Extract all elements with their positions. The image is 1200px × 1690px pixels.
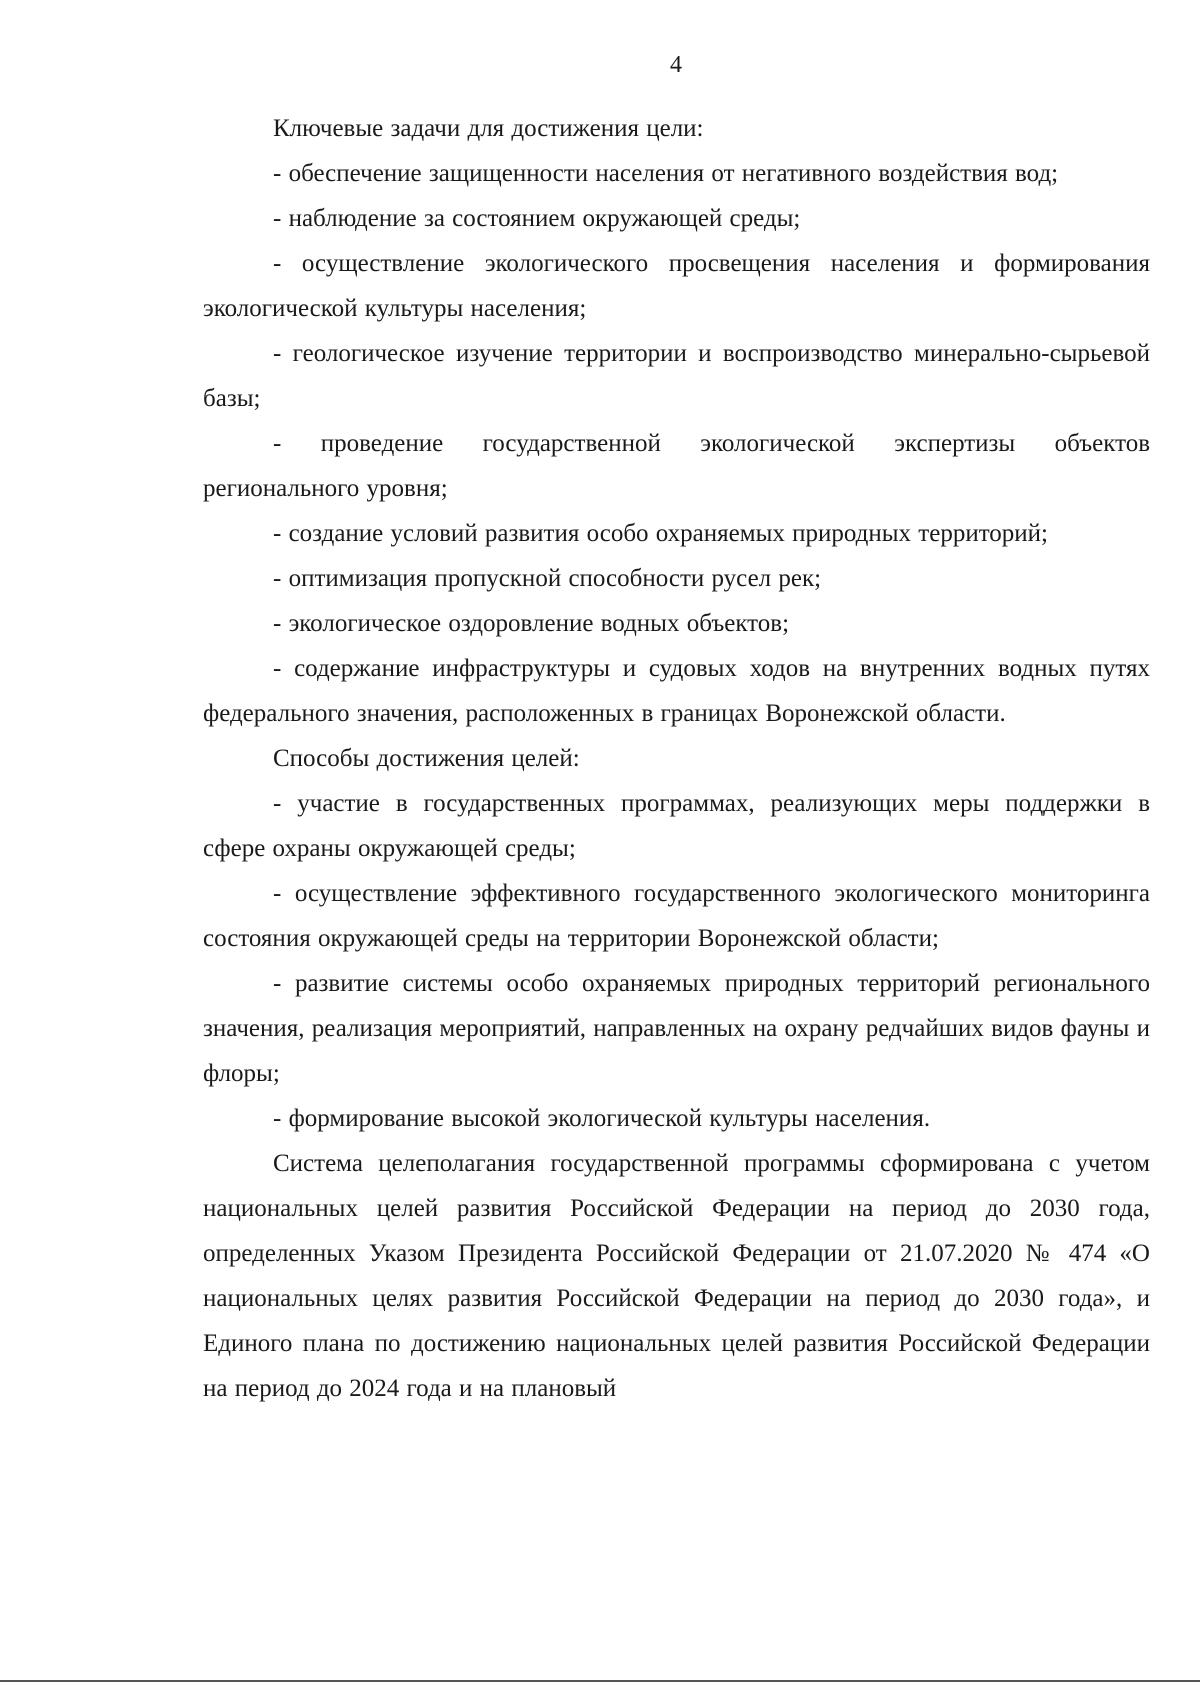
paragraph-task-geology: - геологическое изучение территории и воспроизводство минерально-сырьевой базы; <box>203 340 1150 412</box>
paragraph-task-expertise: - проведение государственной экологической экспертизы объектов регионального уровня; <box>203 430 1150 502</box>
paragraph-goal-setting-system: Система целеполагания государственной программы сформирована с учетом национальных целей развития Российской Федерации на период до 2030 года, определенных Указом Президента Российской Федерации от 21.07.2020 № 474 «О национальных целях развития Российской Федерации на период до 2030 года», и Единого плана по достижению национальных целей развития Российской Федерации на период до 2024 года и на плановый <box>203 1150 1150 1402</box>
page-number: 4 <box>670 52 682 78</box>
paragraph-task-protected-areas: - создание условий развития особо охраняемых природных территорий; <box>273 520 1048 547</box>
paragraph-task-monitoring: - наблюдение за состоянием окружающей среды; <box>273 205 801 232</box>
paragraph-methods-heading: Способы достижения целей: <box>273 745 580 772</box>
page-bottom-rule <box>0 1680 1200 1682</box>
paragraph-task-water-bodies: - экологическое оздоровление водных объектов; <box>273 610 790 637</box>
paragraph-task-water-protection: - обеспечение защищенности населения от негативного воздействия вод; <box>273 160 1059 187</box>
paragraph-key-tasks-heading: Ключевые задачи для достижения цели: <box>273 115 704 142</box>
paragraph-task-eco-education: - осуществление экологического просвещения населения и формирования экологической культуры населения; <box>203 250 1150 322</box>
paragraph-method-state-programs: - участие в государственных программах, реализующих меры поддержки в сфере охраны окружающей среды; <box>203 790 1150 862</box>
paragraph-method-monitoring: - осуществление эффективного государственного экологического мониторинга состояния окружающей среды на территории Воронежской области; <box>203 880 1150 952</box>
paragraph-task-waterways: - содержание инфраструктуры и судовых ходов на внутренних водных путях федерального значения, расположенных в границах Воронежской области. <box>203 655 1150 727</box>
paragraph-method-protected-areas: - развитие системы особо охраняемых природных территорий регионального значения, реализация мероприятий, направленных на охрану редчайших видов фауны и флоры; <box>203 970 1150 1087</box>
document-body <box>203 106 1150 1411</box>
paragraph-task-river-capacity: - оптимизация пропускной способности русел рек; <box>273 565 822 592</box>
paragraph-method-eco-culture: - формирование высокой экологической культуры населения. <box>273 1105 931 1132</box>
